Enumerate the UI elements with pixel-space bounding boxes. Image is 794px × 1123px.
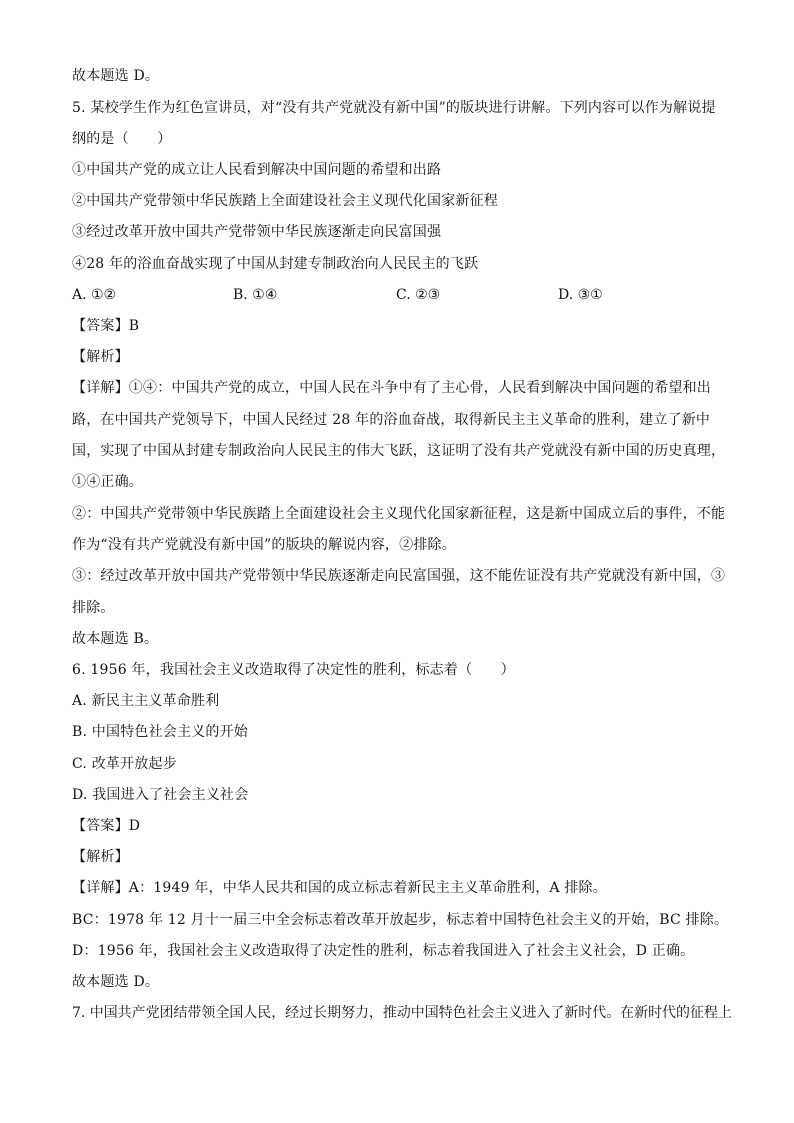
q5-statement-3: ③经过改革开放中国共产党带领中华民族逐渐走向民富国强	[72, 224, 442, 240]
q5-analysis-heading: 【解析】	[72, 349, 129, 365]
q5-option-c: C. ②③	[396, 287, 441, 303]
q5-detail-line-4: ①④正确。	[72, 474, 143, 490]
q5-detail-line-2: 路，在中国共产党领导下，中国人民经过 28 年的浴血奋战，取得新民主主义革命的胜利，建立了新中	[72, 412, 711, 428]
q5-option-b: B. ①④	[233, 287, 278, 303]
q6-analysis-heading: 【解析】	[72, 849, 129, 865]
q5-detail-line-3: 国，实现了中国从封建专制政治向人民民主的伟大飞跃，这证明了没有共产党就没有新中国的历史真理，	[72, 443, 726, 459]
q5-detail-line-1: 【详解】①④：中国共产党的成立，中国人民在斗争中有了主心骨，人民看到解决中国问题的希望和出	[72, 380, 711, 396]
q5-statement-2: ②中国共产党带领中华民族踏上全面建设社会主义现代化国家新征程	[72, 193, 498, 209]
q5-statement-4: ④28 年的浴血奋战实现了中国从封建专制政治向人民民主的飞跃	[72, 256, 479, 272]
q5-option-d: D. ③①	[558, 287, 603, 303]
q5-statement-1: ①中国共产党的成立让人民看到解决中国问题的希望和出路	[72, 162, 442, 178]
q5-detail-line-8: 排除。	[72, 600, 115, 616]
q5-answer: 【答案】B	[72, 318, 140, 334]
q5-detail-line-5: ②：中国共产党带领中华民族踏上全面建设社会主义现代化国家新征程，这是新中国成立后的事件，不能	[72, 506, 726, 522]
q4-conclusion: 故本题选 D。	[72, 68, 160, 84]
q5-conclusion: 故本题选 B。	[72, 631, 159, 647]
q5-stem-line-1: 5. 某校学生作为红色宣讲员，对“没有共产党就没有新中国”的版块进行讲解。下列内容可以作为解说提	[72, 100, 716, 116]
q5-option-a: A. ①②	[72, 287, 117, 303]
q6-answer: 【答案】D	[72, 818, 141, 834]
q6-option-d: D. 我国进入了社会主义社会	[72, 787, 249, 803]
q5-stem-line-2: 纲的是（ ）	[72, 131, 172, 147]
q6-option-a: A. 新民主主义革命胜利	[72, 693, 220, 709]
q7-stem-line-1: 7. 中国共产党团结带领全国人民，经过长期努力，推动中国特色社会主义进入了新时代。在新时代的征程上	[72, 1005, 732, 1021]
q6-detail-line-2: BC：1978 年 12 月十一届三中全会标志着改革开放起步，标志着中国特色社会主义的开始，BC 排除。	[72, 912, 729, 928]
q6-stem: 6. 1956 年，我国社会主义改造取得了决定性的胜利，标志着（ ）	[72, 662, 515, 678]
q5-detail-line-7: ③：经过改革开放中国共产党带领中华民族逐渐走向民富国强，这不能佐证没有共产党就没有新中国，③	[72, 568, 726, 584]
q6-option-c: C. 改革开放起步	[72, 756, 177, 772]
q5-detail-line-6: 作为“没有共产党就没有新中国”的版块的解说内容，②排除。	[72, 537, 456, 553]
q6-conclusion: 故本题选 D。	[72, 974, 160, 990]
q6-detail-line-3: D：1956 年，我国社会主义改造取得了决定性的胜利，标志着我国进入了社会主义社会，D 正确。	[72, 943, 695, 959]
q6-detail-line-1: 【详解】A：1949 年，中华人民共和国的成立标志着新民主主义革命胜利，A 排除。	[72, 880, 607, 896]
q6-option-b: B. 中国特色社会主义的开始	[72, 724, 248, 740]
